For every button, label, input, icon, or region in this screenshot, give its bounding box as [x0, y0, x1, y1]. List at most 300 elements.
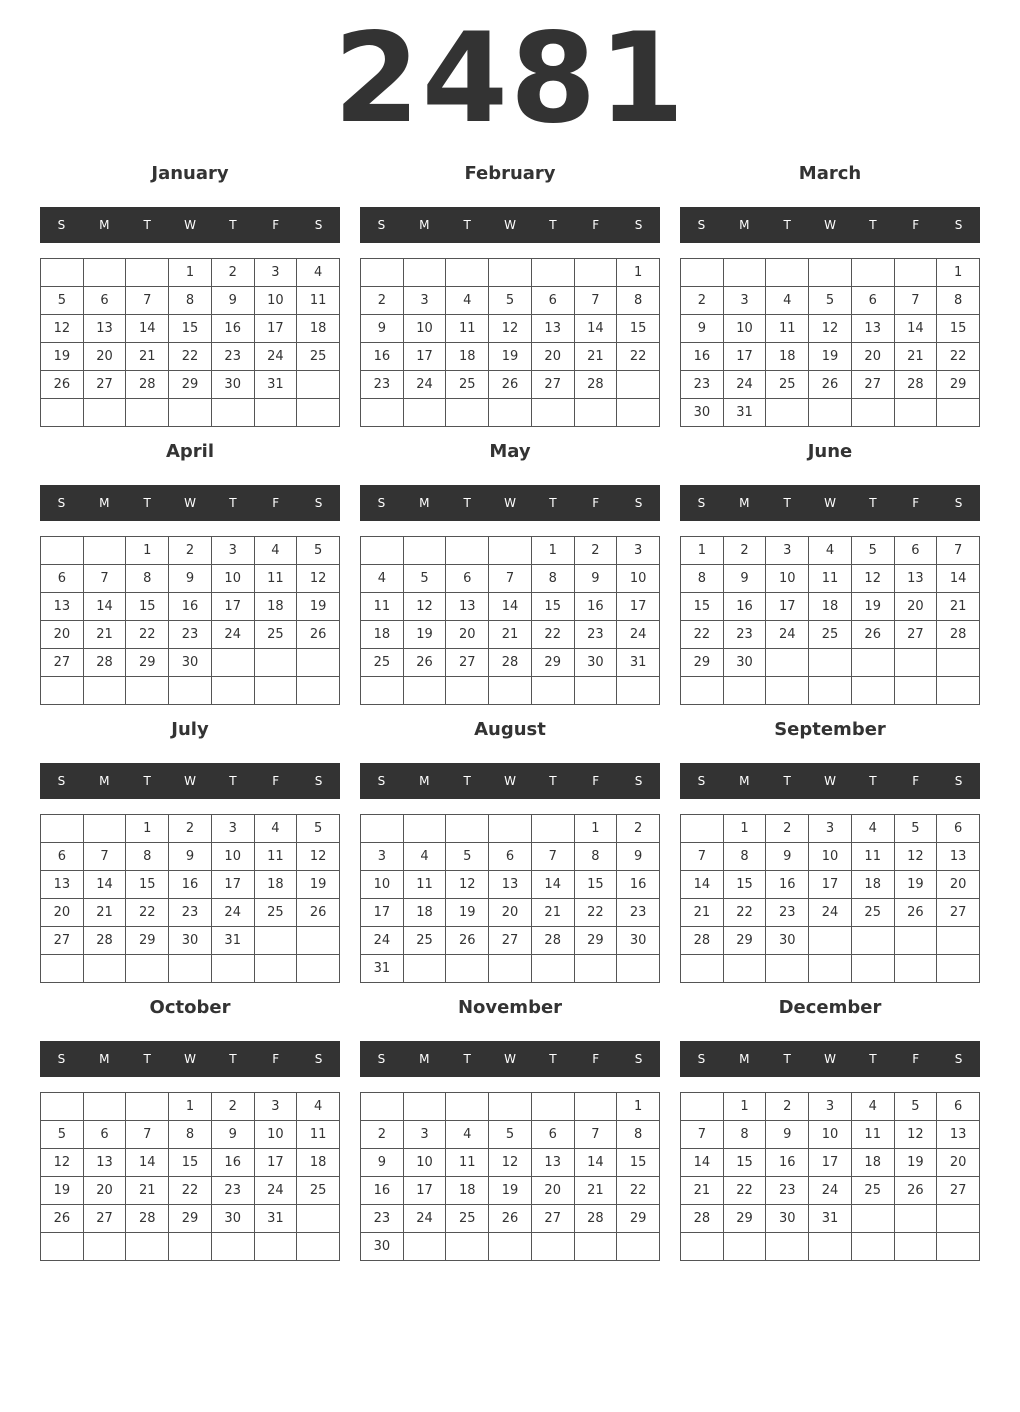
empty-day-cell [489, 1093, 532, 1121]
weekday-label: S [634, 496, 643, 510]
day-cell: 15 [126, 871, 169, 899]
empty-day-cell [446, 259, 489, 287]
weekday-label: S [634, 1052, 643, 1066]
weekday-label: M [419, 218, 430, 232]
weekday-label: T [549, 1052, 557, 1066]
day-cell: 27 [937, 1177, 980, 1205]
day-cell: 6 [895, 537, 938, 565]
empty-day-cell [532, 815, 575, 843]
day-cell: 4 [852, 1093, 895, 1121]
weekday-label: T [869, 774, 877, 788]
day-cell: 26 [297, 621, 340, 649]
day-cell: 17 [724, 343, 767, 371]
empty-day-cell [404, 677, 447, 705]
empty-day-cell [766, 399, 809, 427]
empty-day-cell [41, 955, 84, 983]
empty-day-cell [297, 677, 340, 705]
day-cell: 28 [681, 927, 724, 955]
day-cell: 1 [169, 1093, 212, 1121]
day-cell: 24 [404, 371, 447, 399]
day-cell: 6 [532, 1121, 575, 1149]
weekday-label: T [869, 1052, 877, 1066]
empty-day-cell [766, 955, 809, 983]
day-cell: 6 [84, 287, 127, 315]
day-cell: 18 [809, 593, 852, 621]
empty-day-cell [446, 537, 489, 565]
month-name: January [151, 163, 229, 184]
day-cell: 8 [724, 843, 767, 871]
day-cell: 30 [361, 1233, 404, 1261]
day-cell: 12 [297, 843, 340, 871]
day-cell: 6 [41, 565, 84, 593]
day-cell: 20 [532, 1177, 575, 1205]
day-cell: 5 [489, 287, 532, 315]
day-cell: 28 [575, 371, 618, 399]
day-cell: 30 [724, 649, 767, 677]
day-cell: 16 [212, 315, 255, 343]
day-cell: 2 [169, 537, 212, 565]
day-cell: 8 [937, 287, 980, 315]
month-october [40, 992, 340, 1270]
day-cell: 29 [169, 1205, 212, 1233]
empty-day-cell [297, 399, 340, 427]
empty-day-cell [575, 259, 618, 287]
day-cell: 13 [852, 315, 895, 343]
day-cell: 26 [41, 371, 84, 399]
empty-day-cell [297, 955, 340, 983]
day-cell: 3 [212, 537, 255, 565]
day-cell: 25 [297, 1177, 340, 1205]
empty-day-cell [724, 955, 767, 983]
weekday-header [680, 763, 980, 799]
empty-day-cell [297, 927, 340, 955]
day-cell: 4 [297, 259, 340, 287]
day-cell: 27 [937, 899, 980, 927]
month-name: June [807, 441, 853, 462]
empty-day-cell [937, 677, 980, 705]
day-cell: 18 [446, 343, 489, 371]
day-cell: 4 [255, 537, 298, 565]
day-cell: 3 [766, 537, 809, 565]
month-name: May [489, 441, 531, 462]
day-cell: 21 [126, 1177, 169, 1205]
day-cell: 15 [724, 871, 767, 899]
day-cell: 7 [489, 565, 532, 593]
day-cell: 4 [297, 1093, 340, 1121]
day-cell: 17 [404, 343, 447, 371]
day-cell: 14 [126, 315, 169, 343]
day-cell: 12 [297, 565, 340, 593]
weekday-label: F [592, 496, 600, 510]
day-cell: 21 [937, 593, 980, 621]
weekday-label: W [824, 1052, 836, 1066]
empty-day-cell [852, 955, 895, 983]
day-cell: 30 [169, 927, 212, 955]
day-cell: 12 [489, 1149, 532, 1177]
empty-day-cell [361, 815, 404, 843]
empty-day-cell [575, 399, 618, 427]
day-cell: 17 [617, 593, 660, 621]
empty-day-cell [766, 259, 809, 287]
weekday-label: F [272, 1052, 280, 1066]
empty-day-cell [212, 649, 255, 677]
empty-day-cell [681, 815, 724, 843]
empty-day-cell [489, 259, 532, 287]
day-cell: 1 [126, 815, 169, 843]
weekday-label: S [954, 1052, 963, 1066]
empty-day-cell [895, 649, 938, 677]
day-cell: 1 [724, 1093, 767, 1121]
day-cell: 17 [255, 1149, 298, 1177]
day-cell: 10 [404, 315, 447, 343]
weekday-label: T [869, 496, 877, 510]
day-cell: 7 [126, 287, 169, 315]
day-cell: 22 [532, 621, 575, 649]
empty-day-cell [575, 1093, 618, 1121]
day-cell: 27 [84, 1205, 127, 1233]
empty-day-cell [681, 1233, 724, 1261]
weekday-label: W [184, 496, 196, 510]
empty-day-cell [404, 537, 447, 565]
day-cell: 6 [446, 565, 489, 593]
empty-day-cell [681, 955, 724, 983]
month-may [360, 436, 660, 714]
day-cell: 2 [212, 259, 255, 287]
day-cell: 8 [169, 1121, 212, 1149]
day-cell: 22 [724, 1177, 767, 1205]
day-cell: 18 [255, 871, 298, 899]
day-grid [360, 814, 660, 983]
weekday-label: M [419, 1052, 430, 1066]
empty-day-cell [617, 371, 660, 399]
empty-day-cell [446, 1093, 489, 1121]
empty-day-cell [255, 677, 298, 705]
day-cell: 23 [169, 899, 212, 927]
empty-day-cell [852, 649, 895, 677]
month-name: August [474, 719, 546, 740]
day-cell: 7 [84, 843, 127, 871]
day-cell: 8 [681, 565, 724, 593]
day-cell: 6 [532, 287, 575, 315]
empty-day-cell [681, 1093, 724, 1121]
day-cell: 2 [766, 1093, 809, 1121]
month-name: July [171, 719, 209, 740]
empty-day-cell [212, 399, 255, 427]
day-cell: 16 [212, 1149, 255, 1177]
day-cell: 23 [724, 621, 767, 649]
day-cell: 21 [84, 899, 127, 927]
day-cell: 9 [169, 843, 212, 871]
day-cell: 23 [766, 1177, 809, 1205]
weekday-header [40, 1041, 340, 1077]
day-cell: 10 [404, 1149, 447, 1177]
day-cell: 17 [361, 899, 404, 927]
empty-day-cell [766, 677, 809, 705]
day-cell: 10 [617, 565, 660, 593]
day-cell: 14 [84, 871, 127, 899]
day-cell: 28 [937, 621, 980, 649]
day-cell: 26 [809, 371, 852, 399]
weekday-label: M [99, 1052, 110, 1066]
day-cell: 28 [895, 371, 938, 399]
day-cell: 24 [617, 621, 660, 649]
day-cell: 19 [41, 1177, 84, 1205]
day-cell: 16 [169, 871, 212, 899]
empty-day-cell [361, 1093, 404, 1121]
empty-day-cell [297, 371, 340, 399]
day-cell: 7 [575, 287, 618, 315]
empty-day-cell [84, 537, 127, 565]
empty-day-cell [126, 1093, 169, 1121]
day-cell: 29 [126, 927, 169, 955]
day-cell: 25 [852, 899, 895, 927]
day-cell: 8 [126, 565, 169, 593]
day-cell: 25 [297, 343, 340, 371]
day-cell: 1 [532, 537, 575, 565]
day-cell: 16 [361, 343, 404, 371]
empty-day-cell [126, 955, 169, 983]
empty-day-cell [617, 1233, 660, 1261]
day-cell: 31 [724, 399, 767, 427]
empty-day-cell [809, 399, 852, 427]
empty-day-cell [41, 259, 84, 287]
weekday-label: S [697, 496, 706, 510]
empty-day-cell [532, 259, 575, 287]
day-cell: 20 [532, 343, 575, 371]
day-cell: 4 [766, 287, 809, 315]
weekday-label: T [143, 774, 151, 788]
month-name: December [778, 997, 882, 1018]
day-cell: 25 [766, 371, 809, 399]
empty-day-cell [937, 399, 980, 427]
day-cell: 13 [895, 565, 938, 593]
weekday-label: W [824, 774, 836, 788]
month-november [360, 992, 660, 1270]
empty-day-cell [724, 677, 767, 705]
empty-day-cell [404, 399, 447, 427]
weekday-label: F [912, 218, 920, 232]
empty-day-cell [617, 399, 660, 427]
day-cell: 5 [895, 815, 938, 843]
day-cell: 30 [169, 649, 212, 677]
day-cell: 7 [575, 1121, 618, 1149]
day-cell: 12 [41, 315, 84, 343]
day-cell: 3 [724, 287, 767, 315]
day-cell: 21 [575, 343, 618, 371]
day-cell: 11 [297, 1121, 340, 1149]
day-cell: 29 [575, 927, 618, 955]
weekday-label: S [377, 1052, 386, 1066]
day-cell: 26 [41, 1205, 84, 1233]
month-december [680, 992, 980, 1270]
day-cell: 29 [169, 371, 212, 399]
day-grid [680, 814, 980, 983]
day-cell: 14 [532, 871, 575, 899]
day-cell: 7 [84, 565, 127, 593]
day-cell: 27 [532, 1205, 575, 1233]
weekday-label: S [697, 218, 706, 232]
empty-day-cell [852, 1205, 895, 1233]
day-cell: 12 [895, 843, 938, 871]
day-cell: 3 [212, 815, 255, 843]
empty-day-cell [255, 927, 298, 955]
empty-day-cell [852, 399, 895, 427]
day-cell: 22 [575, 899, 618, 927]
day-cell: 16 [169, 593, 212, 621]
weekday-label: S [954, 496, 963, 510]
day-cell: 1 [937, 259, 980, 287]
day-cell: 11 [255, 843, 298, 871]
day-cell: 29 [532, 649, 575, 677]
day-cell: 22 [617, 343, 660, 371]
weekday-header [680, 485, 980, 521]
empty-day-cell [895, 1233, 938, 1261]
day-cell: 28 [532, 927, 575, 955]
weekday-label: S [634, 774, 643, 788]
day-cell: 19 [852, 593, 895, 621]
weekday-label: F [272, 496, 280, 510]
day-cell: 1 [617, 259, 660, 287]
empty-day-cell [575, 955, 618, 983]
day-cell: 3 [361, 843, 404, 871]
day-cell: 10 [255, 287, 298, 315]
day-cell: 14 [489, 593, 532, 621]
month-name: September [774, 719, 886, 740]
day-cell: 4 [404, 843, 447, 871]
day-cell: 10 [255, 1121, 298, 1149]
day-cell: 3 [255, 1093, 298, 1121]
day-cell: 3 [809, 815, 852, 843]
day-cell: 28 [84, 927, 127, 955]
empty-day-cell [532, 1233, 575, 1261]
empty-day-cell [937, 927, 980, 955]
empty-day-cell [489, 399, 532, 427]
empty-day-cell [41, 815, 84, 843]
empty-day-cell [361, 537, 404, 565]
day-cell: 7 [895, 287, 938, 315]
day-cell: 18 [852, 1149, 895, 1177]
empty-day-cell [489, 677, 532, 705]
weekday-label: S [314, 774, 323, 788]
empty-day-cell [446, 815, 489, 843]
day-cell: 10 [766, 565, 809, 593]
empty-day-cell [852, 259, 895, 287]
empty-day-cell [895, 955, 938, 983]
day-cell: 10 [724, 315, 767, 343]
day-cell: 14 [84, 593, 127, 621]
month-august [360, 714, 660, 992]
day-cell: 11 [361, 593, 404, 621]
day-cell: 31 [255, 1205, 298, 1233]
day-cell: 5 [41, 1121, 84, 1149]
day-cell: 12 [446, 871, 489, 899]
weekday-label: T [463, 218, 471, 232]
day-cell: 13 [532, 1149, 575, 1177]
empty-day-cell [169, 955, 212, 983]
day-cell: 5 [852, 537, 895, 565]
day-cell: 29 [937, 371, 980, 399]
empty-day-cell [809, 1233, 852, 1261]
day-cell: 9 [361, 1149, 404, 1177]
empty-day-cell [809, 927, 852, 955]
day-cell: 29 [681, 649, 724, 677]
day-cell: 24 [212, 899, 255, 927]
day-cell: 4 [361, 565, 404, 593]
day-grid [40, 814, 340, 983]
day-cell: 16 [575, 593, 618, 621]
day-cell: 17 [404, 1177, 447, 1205]
weekday-label: W [824, 218, 836, 232]
day-cell: 9 [212, 287, 255, 315]
weekday-label: W [504, 1052, 516, 1066]
empty-day-cell [169, 1233, 212, 1261]
weekday-label: T [229, 218, 237, 232]
day-cell: 27 [84, 371, 127, 399]
day-cell: 26 [895, 1177, 938, 1205]
day-cell: 10 [809, 843, 852, 871]
empty-day-cell [852, 677, 895, 705]
weekday-label: W [184, 774, 196, 788]
day-cell: 27 [895, 621, 938, 649]
day-cell: 13 [446, 593, 489, 621]
day-cell: 11 [404, 871, 447, 899]
day-grid [680, 258, 980, 427]
month-name: November [457, 997, 563, 1018]
weekday-label: S [697, 1052, 706, 1066]
day-cell: 26 [297, 899, 340, 927]
day-cell: 29 [126, 649, 169, 677]
weekday-label: T [143, 496, 151, 510]
weekday-header [360, 1041, 660, 1077]
empty-day-cell [446, 677, 489, 705]
month-march [680, 158, 980, 436]
day-cell: 15 [724, 1149, 767, 1177]
day-cell: 24 [724, 371, 767, 399]
day-cell: 31 [809, 1205, 852, 1233]
empty-day-cell [766, 649, 809, 677]
weekday-label: M [99, 218, 110, 232]
weekday-label: T [143, 218, 151, 232]
day-cell: 5 [895, 1093, 938, 1121]
empty-day-cell [532, 399, 575, 427]
day-cell: 1 [169, 259, 212, 287]
day-cell: 13 [937, 843, 980, 871]
month-name: March [798, 163, 862, 184]
day-cell: 30 [617, 927, 660, 955]
empty-day-cell [852, 1233, 895, 1261]
weekday-label: W [504, 218, 516, 232]
empty-day-cell [41, 399, 84, 427]
day-cell: 12 [852, 565, 895, 593]
day-cell: 8 [617, 287, 660, 315]
weekday-header [360, 207, 660, 243]
empty-day-cell [255, 1233, 298, 1261]
day-cell: 28 [575, 1205, 618, 1233]
month-name: February [464, 163, 556, 184]
day-cell: 5 [446, 843, 489, 871]
empty-day-cell [404, 815, 447, 843]
day-cell: 14 [575, 1149, 618, 1177]
day-cell: 16 [766, 1149, 809, 1177]
weekday-label: T [783, 774, 791, 788]
day-cell: 23 [361, 1205, 404, 1233]
day-cell: 19 [489, 343, 532, 371]
day-cell: 17 [809, 1149, 852, 1177]
weekday-label: F [592, 774, 600, 788]
day-cell: 19 [297, 593, 340, 621]
day-cell: 20 [446, 621, 489, 649]
day-cell: 22 [681, 621, 724, 649]
